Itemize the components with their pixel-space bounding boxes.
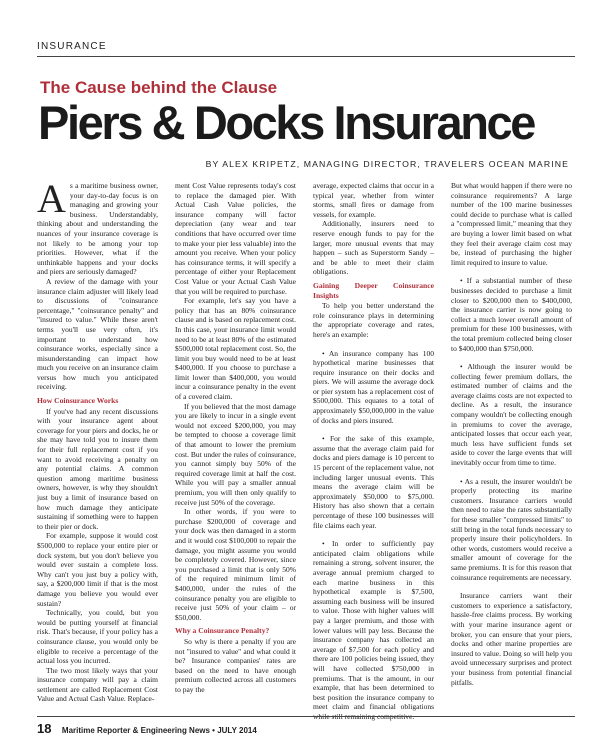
paragraph: The two most likely ways that your insurance company will pay a claim settlement are called Replacement Cost Value and Actual Cash Value. Replace- [37, 665, 158, 704]
paragraph: In other words, if you were to purchase $200,000 of coverage and your dock was then damaged in a storm and it would cost $100,000 to repair the damage, you might assume you would be completely covered. However, since you purchased a limit that is only 50% of the required minimum limit of $400,000, under the rules of the coinsurance penalty you are eligible to receive just 50% of your claim – or $50,000. [175, 507, 296, 622]
bullet-paragraph: • Although the insurer would be collecting fewer premium dollars, the estimated number of claims and the average claims costs are not expected to decline. As a result, the insurance company wouldn't be collecting enough in premiums to cover the average, anticipated losses that occur each year, much less have sufficient funds set aside to cover the large events that will inevitably occur from time to time. [451, 362, 572, 468]
bullet-paragraph: • For the sake of this example, assume that the average claim paid for docks and piers damage is 10 percent to 15 percent of the replacement value, not including larger unusual events. This means the average claim will be approximately $50,000 to $75,000. History has also shown that a certain percentage of these 100 businesses will file claims each year. [313, 434, 434, 530]
header-rule [37, 56, 575, 57]
bullet-paragraph: • If a substantial number of these businesses decided to purchase a limit closer to $200,000 then to $400,000, the insurance carrier is now going to collect a much lower overall amount of premium for these 100 businesses, with the total premium collected being closer to $400,000 than $750,000. [451, 276, 572, 353]
paragraph: Insurance carriers want their customers to experience a satisfactory, hassle-free claims process. By working with your marine insurance agent or broker, you can ensure that your piers, docks and other marine properties are insured to value. Doing so will help you avoid unnecessary surprises and protect your business from potential financial pitfalls. [451, 591, 572, 687]
bullet-paragraph: • As a result, the insurer wouldn't be properly protecting its marine customers. Insurance carriers would then need to raise the rates substantially for these smaller "compressed limits" to still bring in the total funds necessary to properly insure their policyholders. In other words, customers would receive a smaller amount of coverage for the same premiums. It is for this reason that coinsurance requirements are necessary. [451, 476, 572, 582]
paragraph: For example, let's say you have a policy that has an 80% coinsurance clause and is based on replacement cost. In this case, your insurance limit would need to be at least 80% of the estimated $500,000 total replacement cost. So, the limit you buy would need to be at least $400,000. If you choose to purchase a limit lower than $400,000, you would incur a coinsurance penalty in the event of a covered claim. [175, 296, 296, 402]
column-4 [451, 181, 572, 709]
subheading: Why a Coinsurance Penalty? [175, 626, 270, 636]
footer-rule [37, 716, 575, 717]
paragraph: Technically, you could, but you would be putting yourself at financial risk. That's because, if your policy has a coinsurance clause, you would only be eligible to receive a percentage of the actual loss you incurred. [37, 608, 158, 666]
paragraph: As a maritime business owner, your day-to-day focus is on managing and growing your business. Understandably, thinking about and understanding the nuances of your insurance coverage is not likely to be among your top priorities. However, what if the unthinkable happens and your docks and piers are seriously damaged? [37, 176, 158, 277]
subheading: How Coinsurance Works [37, 396, 119, 406]
page-number: 18 [37, 721, 52, 736]
article-kicker: The Cause behind the Clause [40, 78, 278, 97]
paragraph: ment Cost Value represents today's cost to replace the damaged pier. With Actual Cash Value policies, the insurance company will factor depreciation (any wear and tear conditions that have occurred over time to make your pier less valuable) into the amount you receive. When your policy has coinsurance terms, it will specify a percentage of either your Replacement Cost Value or your Actual Cash Value that you will be required to purchase. [175, 181, 296, 296]
drop-cap: A [37, 176, 66, 221]
column-1 [37, 176, 158, 709]
paragraph: So why is there a penalty if you are not "insured to value" and what could it be? Insurance companies' rates are based on the need to have enough premium collected across all customers to pay the [175, 636, 296, 694]
column-2 [175, 181, 296, 709]
paragraph: For example, suppose it would cost $500,000 to replace your entire pier or dock system, but you don't believe you would ever sustain a complete loss. Why can't you just buy a policy with, say, a $200,000 limit if that is the most damage you believe you would ever sustain? [37, 531, 158, 608]
article-body [37, 176, 572, 721]
paragraph: Additionally, insurers need to reserve enough funds to pay for the larger, more unusual events that may happen – such as Superstorm Sandy – and be able to meet their claim obligations. [313, 219, 434, 277]
subheading: Gaining Deeper Coinsurance Insights [313, 280, 434, 300]
bullet-paragraph: • In order to sufficiently pay anticipated claim obligations while remaining a strong, solvent insurer, the average annual premium charged to each marine business in this hypothetical example is $7,500, assuming each business will be insured to value. Those with higher values will pay a larger premium, and those with lower values will pay less. Because the insurance company has collected an average of $7,500 for each policy and there are 100 policies being issued, they will have collected $750,000 in premiums. That is the amount, in our example, that has been determined to best position the insurance company to meet claim and financial obligations while still remaining competitive. [313, 539, 434, 721]
paragraph: But what would happen if there were no coinsurance requirements? A large number of the 100 marine businesses could decide to purchase what is called a "compressed limit," meaning that they are buying a lower limit based on what they feel their average claim cost may be, instead of purchasing the higher limit required to insure to value. [451, 181, 572, 267]
paragraph: To help you better understand the role coinsurance plays in determining the appropriate coverage and rates, here's an example: [313, 301, 434, 339]
paragraph: If you believed that the most damage you are likely to incur in a single event would not exceed $200,000, you may be tempted to choose a coverage limit of that amount to lower the premium cost. But under the rules of coinsurance, you cannot simply buy 50% of the required coverage limit at half the cost. While you will pay a smaller annual premium, you will then only qualify to receive just 50% of the coverage. [175, 401, 296, 507]
paragraph: A review of the damage with your insurance claim adjuster will likely lead to discussions of "coinsurance percentage," "coinsurance penalty" and "insured to value." While these aren't terms you'll use very often, it's important to understand how coinsurance works, especially since a misunderstanding can impact how much you receive on an insurance claim versus how much you anticipated receiving. [37, 276, 158, 392]
article-byline: BY ALEX KRIPETZ, MANAGING DIRECTOR, TRAVELERS OCEAN MARINE [205, 159, 569, 169]
paragraph: If you've had any recent discussions with your insurance agent about coverage for your piers and docks, he or she may have told you to insure them for their full replacement cost if you want to avoid receiving a penalty on any potential claims. A common question among maritime business owners, however, is why they shouldn't just buy a limit of insurance based on how much damage they anticipate sustaining if something were to happen to their pier or dock. [37, 406, 158, 531]
bullet-paragraph: • An insurance company has 100 hypothetical marine businesses that require insurance on their docks and piers. We will assume the average dock or pier system has a replacement cost of $500,000. This equates to a total of approximately $50,000,000 in the value of docks and piers insured. [313, 348, 434, 425]
section-label: INSURANCE [37, 41, 107, 52]
paragraph: average, expected claims that occur in a typical year, whether from winter storms, small fires or damage from vessels, for example. [313, 181, 434, 219]
page-footer [37, 720, 257, 738]
publication-name: Maritime Reporter & Engineering News • JULY 2014 [61, 726, 257, 735]
article-title: Piers & Docks Insurance [38, 96, 534, 149]
column-3 [313, 181, 434, 721]
